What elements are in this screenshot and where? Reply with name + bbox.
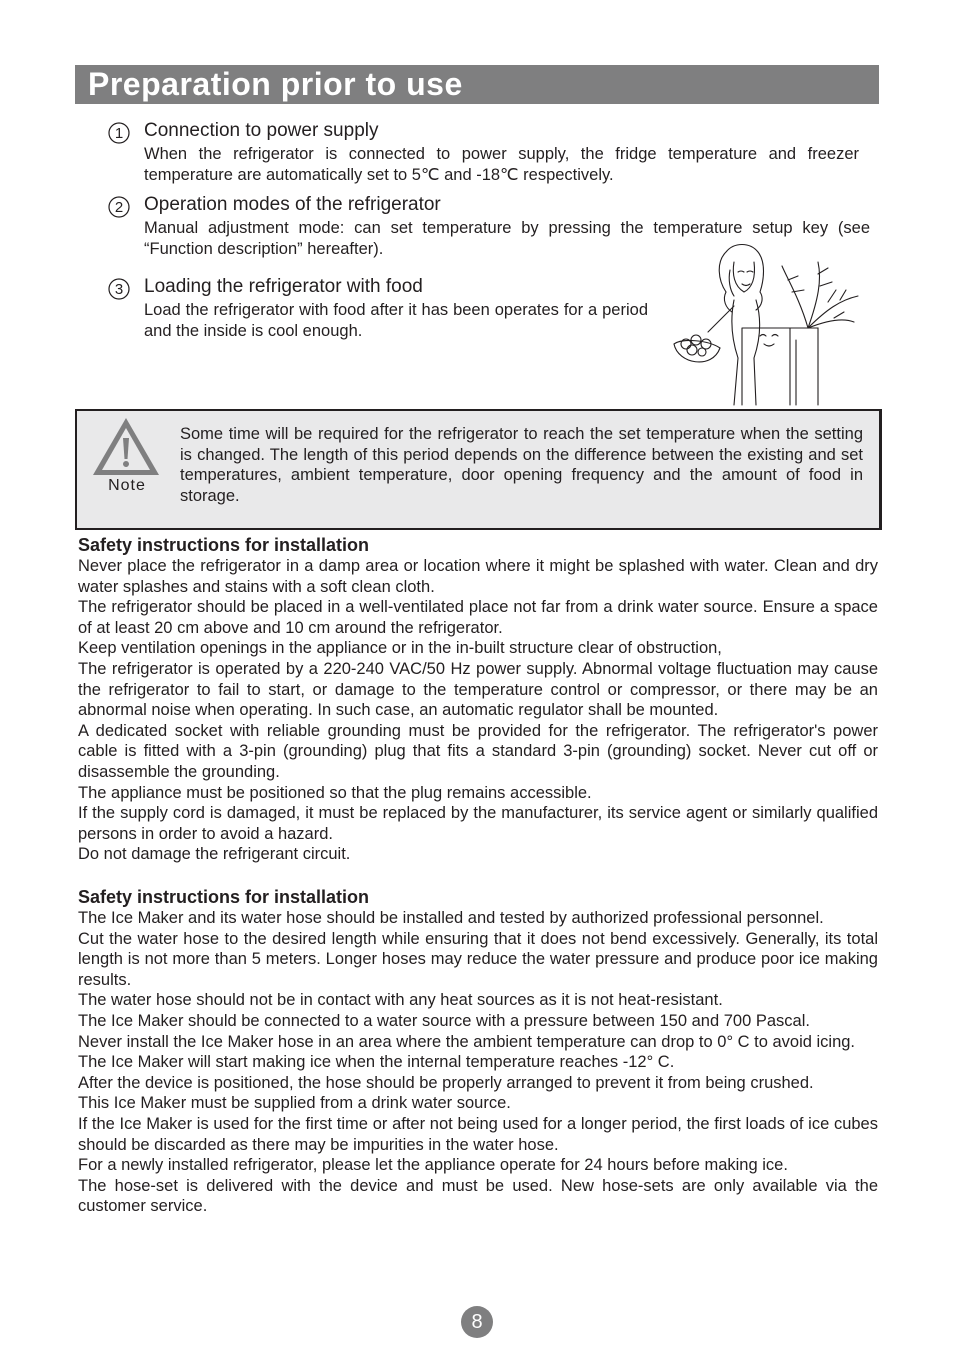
section-heading: Safety instructions for installation [78, 887, 370, 907]
paragraph: For a newly installed refrigerator, please let the appliance operate for 24 hours before making ice. [78, 1156, 788, 1175]
svg-text:1: 1 [114, 125, 124, 142]
step-heading: Operation modes of the refrigerator [144, 194, 441, 215]
paragraph: The refrigerator is operated by a 220-240 VAC/50 Hz power supply. Abnormal voltage fluctuation may cause the refrigerator to fail to start, or damage to the temperature control or compressor, or there may be an abnormal noise when operating. In such case, an automatic regulator shall be mounted. [78, 659, 878, 720]
circled-number-1 [108, 122, 130, 144]
paragraph: The hose-set is delivered with the device and must be used. New hose-sets are only available via the customer service. [78, 1176, 878, 1216]
paragraph: The water hose should not be in contact with any heat sources as it is not heat-resistant. [78, 991, 723, 1010]
paragraph: The refrigerator should be placed in a well-ventilated place not far from a drink water source. Ensure a space of at least 20 cm above and 10 cm around the refrigerator. [78, 598, 878, 637]
step-body: Manual adjustment mode: can set temperature by pressing the temperature setup key (see “Function description” hereafter). [144, 219, 870, 258]
page-number: 8 [461, 1306, 493, 1338]
paragraph: Never install the Ice Maker hose in an area where the ambient temperature can drop to 0° C to avoid icing. [78, 1032, 856, 1051]
step-heading: Loading the refrigerator with food [144, 276, 423, 297]
step-heading: Connection to power supply [144, 120, 379, 141]
paragraph: If the supply cord is damaged, it must be replaced by the manufacturer, its service agent or similarly qualified persons in order to avoid a hazard. [78, 804, 878, 843]
paragraph: Cut the water hose to the desired length while ensuring that it does not bend excessively. Generally, its total length is not more than 5 meters. Longer hoses may reduce the water pressure and produce poor ice making results. [78, 929, 878, 989]
paragraph: After the device is positioned, the hose should be properly arranged to prevent it from being crushed. [78, 1073, 814, 1092]
page-title-bar [75, 65, 879, 104]
paragraph: A dedicated socket with reliable grounding must be provided for the refrigerator. The refrigerator's power cable is fitted with a 3-pin (grounding) plug that fits a standard 3-pin (grounding) socket. Never cut off or disassemble the grounding. [78, 721, 878, 781]
step-body: Load the refrigerator with food after it has been operates for a period and the inside is cool enough. [144, 301, 648, 340]
warning-triangle-icon [91, 415, 161, 477]
note-text: Some time will be required for the refrigerator to reach the set temperature when the setting is changed. The length of this period depends on the difference between the existing and set temperatures, ambient temperature, door opening frequency and the amount of food in storage. [180, 425, 863, 505]
note-label: Note [108, 477, 146, 494]
paragraph: The Ice Maker and its water hose should be installed and tested by authorized professional personnel. [78, 909, 824, 927]
paragraph: Do not damage the refrigerant circuit. [78, 845, 351, 864]
svg-text:3: 3 [114, 281, 124, 298]
paragraph: Never place the refrigerator in a damp area or location where it might be splashed with water. Clean and dry water splashes and stains with a soft clean cloth. [78, 557, 878, 596]
circled-number-2 [108, 196, 130, 218]
paragraph: This Ice Maker must be supplied from a drink water source. [78, 1094, 511, 1113]
safety-installation-section [78, 535, 878, 865]
note-box [75, 409, 882, 530]
paragraph: The Ice Maker should be connected to a water source with a pressure between 150 and 700 Pascal. [78, 1011, 810, 1030]
paragraph: If the Ice Maker is used for the first time or after not being used for a longer period, the first loads of ice cubes should be discarded as there may be impurities in the water hose. [78, 1114, 878, 1154]
ice-maker-installation-section [78, 887, 878, 1217]
woman-loading-fridge-illustration [668, 240, 863, 408]
section-heading: Safety instructions for installation [78, 535, 370, 555]
paragraph: The Ice Maker will start making ice when the internal temperature reaches -12° C. [78, 1053, 675, 1072]
svg-text:2: 2 [114, 199, 124, 216]
paragraph: The appliance must be positioned so that the plug remains accessible. [78, 783, 592, 802]
page-title: Preparation prior to use [88, 66, 463, 102]
step-body: When the refrigerator is connected to power supply, the fridge temperature and freezer temperature are automatically set to 5℃ and -18℃ respectively. [144, 145, 859, 184]
paragraph: Keep ventilation openings in the appliance or in the in-built structure clear of obstruction, [78, 639, 722, 658]
circled-number-3 [108, 278, 130, 300]
